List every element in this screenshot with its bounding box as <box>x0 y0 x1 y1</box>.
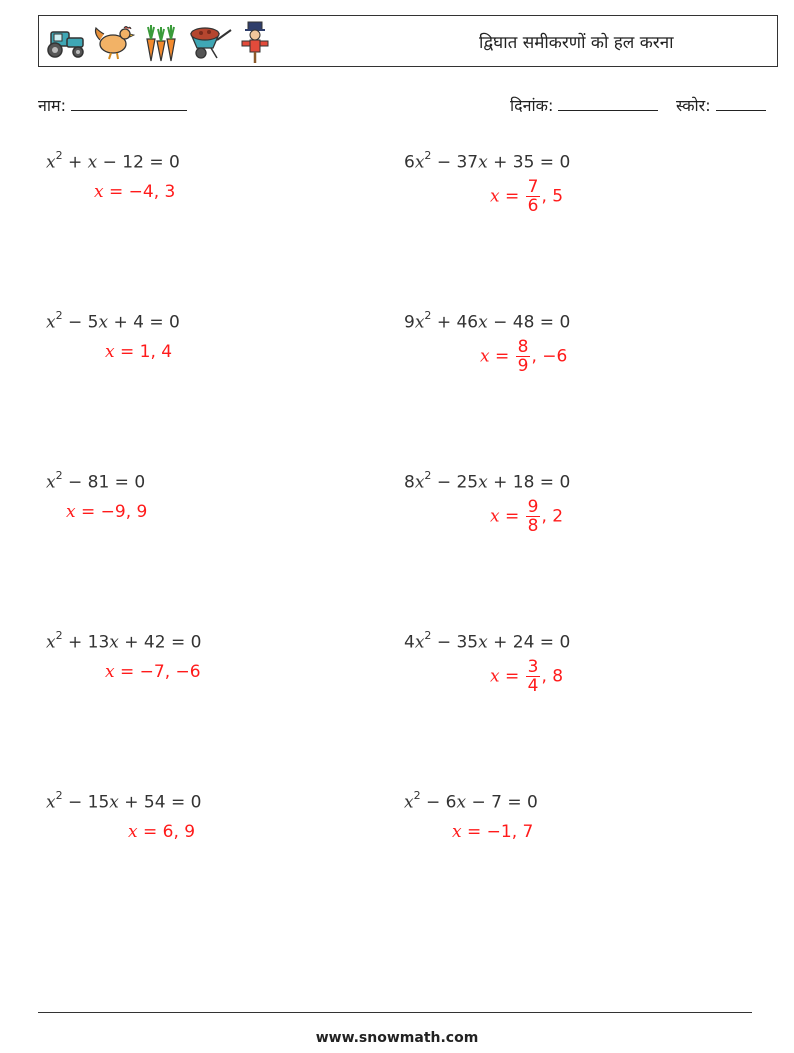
problem-equation <box>404 631 570 653</box>
term: + 54 = 0 <box>118 792 202 813</box>
term: + 18 = 0 <box>487 472 571 493</box>
answer-equals: = <box>499 666 525 687</box>
term: − 5 <box>62 312 99 333</box>
exponent: 2 <box>424 629 432 642</box>
header-box <box>38 15 778 67</box>
exponent: 2 <box>413 789 421 802</box>
answer-variable: x <box>452 822 462 842</box>
answer-value: = 6, 9 <box>137 822 196 842</box>
coefficient: 8 <box>404 472 415 493</box>
variable: x <box>46 312 56 333</box>
date-blank <box>558 96 658 111</box>
answer-value: = −9, 9 <box>75 502 148 522</box>
fraction-numerator: 7 <box>527 177 539 197</box>
term: + 46 <box>431 312 479 333</box>
worksheet-title: द्विघात समीकरणों को हल करना <box>479 33 674 53</box>
term: − 35 <box>431 632 479 653</box>
date-label: दिनांक: <box>510 96 554 115</box>
variable: x <box>46 472 56 493</box>
problem-equation <box>404 791 538 813</box>
answer <box>480 338 567 375</box>
answer <box>105 662 201 682</box>
exponent: 2 <box>424 309 432 322</box>
scarecrow-icon <box>239 20 271 64</box>
term: − 7 = 0 <box>466 792 538 813</box>
term: − 12 = 0 <box>97 152 180 173</box>
answer-equals: = <box>489 346 515 367</box>
answer-fraction <box>526 498 541 535</box>
score-blank <box>716 96 766 111</box>
coefficient: 4 <box>404 632 415 653</box>
answer-fraction <box>516 338 531 375</box>
tractor-icon <box>43 26 87 58</box>
answer-equals: = <box>499 186 525 207</box>
variable: x <box>46 632 56 653</box>
answer-equals: = <box>499 506 525 527</box>
variable: x <box>46 152 56 173</box>
variable: x <box>414 472 425 493</box>
term: − 81 = 0 <box>62 472 146 493</box>
term: − 25 <box>431 472 479 493</box>
answer-tail: , −6 <box>531 346 568 367</box>
answer <box>128 822 195 842</box>
answer-tail: , 2 <box>541 506 564 527</box>
answer-value: = −4, 3 <box>103 182 176 202</box>
exponent: 2 <box>424 149 432 162</box>
variable: x <box>98 312 109 333</box>
answer-tail: , 5 <box>541 186 564 207</box>
exponent: 2 <box>55 469 63 482</box>
problem-equation <box>404 151 570 173</box>
variable: x <box>414 312 425 333</box>
fraction-numerator: 9 <box>527 497 539 517</box>
variable: x <box>404 792 414 813</box>
term: + 42 = 0 <box>118 632 202 653</box>
answer <box>105 342 172 362</box>
problem-equation <box>46 791 201 813</box>
fraction-numerator: 8 <box>517 337 529 357</box>
term: + 13 <box>62 632 110 653</box>
variable: x <box>109 632 119 653</box>
answer-variable: x <box>490 666 500 687</box>
problem-equation <box>46 471 145 493</box>
problem-equation <box>46 631 201 653</box>
fraction-numerator: 3 <box>527 657 539 677</box>
footer-url: www.snowmath.com <box>315 1030 479 1046</box>
answer-fraction <box>526 178 541 215</box>
answer <box>66 502 147 522</box>
term: + 4 = 0 <box>108 312 180 333</box>
score-label: स्कोर: <box>676 96 711 115</box>
fraction-denominator: 4 <box>527 676 539 696</box>
score-field <box>676 94 766 116</box>
exponent: 2 <box>424 469 432 482</box>
term: − 15 <box>62 792 110 813</box>
name-label: नाम: <box>38 96 66 115</box>
exponent: 2 <box>55 629 63 642</box>
term: − 48 = 0 <box>487 312 571 333</box>
name-field <box>38 94 187 116</box>
answer-variable: x <box>105 662 115 682</box>
term: + 35 = 0 <box>487 152 571 173</box>
answer <box>490 658 563 695</box>
problem-equation <box>46 151 180 173</box>
problem-equation <box>404 311 570 333</box>
answer-variable: x <box>128 822 138 842</box>
variable: x <box>46 792 56 813</box>
fraction-denominator: 9 <box>517 356 529 376</box>
coefficient: 6 <box>404 152 415 173</box>
header-icons <box>43 20 271 64</box>
answer <box>490 498 563 535</box>
exponent: 2 <box>55 149 63 162</box>
answer-value: = −7, −6 <box>114 662 201 682</box>
variable: x <box>414 152 425 173</box>
answer-variable: x <box>105 342 115 362</box>
fraction-denominator: 6 <box>527 196 539 216</box>
date-field <box>510 94 658 116</box>
answer-value: = 1, 4 <box>114 342 173 362</box>
answer <box>452 822 533 842</box>
answer-tail: , 8 <box>541 666 564 687</box>
problem-equation <box>404 471 570 493</box>
exponent: 2 <box>55 309 63 322</box>
term: − 6 <box>420 792 457 813</box>
term: + 24 = 0 <box>487 632 571 653</box>
carrots-icon <box>141 21 181 63</box>
answer-variable: x <box>490 186 500 207</box>
variable: x <box>109 792 119 813</box>
rooster-icon <box>93 24 135 60</box>
answer <box>94 182 175 202</box>
answer-variable: x <box>66 502 76 522</box>
answer-fraction <box>526 658 541 695</box>
answer-variable: x <box>480 346 490 367</box>
answer <box>490 178 563 215</box>
wheelbarrow-icon <box>187 24 233 60</box>
footer-divider <box>38 1012 752 1013</box>
exponent: 2 <box>55 789 63 802</box>
variable: x <box>478 152 488 173</box>
variable: x <box>478 472 488 493</box>
name-blank <box>71 96 187 111</box>
coefficient: 9 <box>404 312 415 333</box>
problem-equation <box>46 311 180 333</box>
variable: x <box>87 152 98 173</box>
term: + <box>62 152 88 173</box>
variable: x <box>478 632 488 653</box>
variable: x <box>478 312 488 333</box>
answer-variable: x <box>94 182 104 202</box>
answer-variable: x <box>490 506 500 527</box>
term: − 37 <box>431 152 479 173</box>
variable: x <box>456 792 467 813</box>
variable: x <box>414 632 425 653</box>
fraction-denominator: 8 <box>527 516 539 536</box>
answer-value: = −1, 7 <box>461 822 534 842</box>
